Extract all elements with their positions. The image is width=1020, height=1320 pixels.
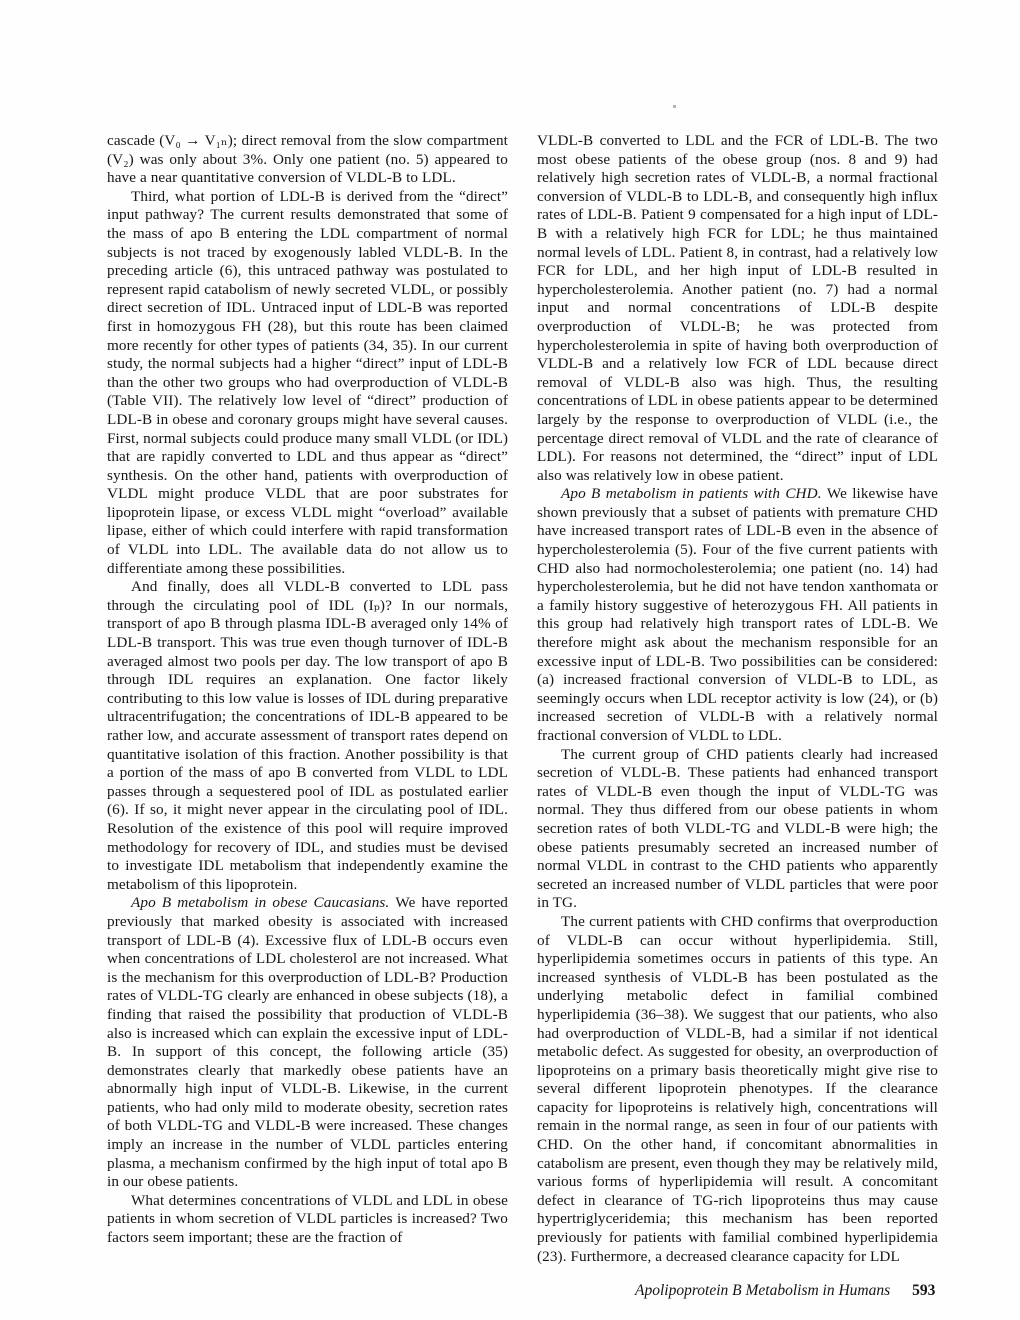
paragraph-text: And finally, does all VLDL-B converted to LDL pass through the circulating pool of IDL (Iₚ)? In our normals, transport of apo B through plasma IDL-B averaged only 14% of LDL-B transport. This was true even though turnover of IDL-B averaged almost two pools per day. The low transport of apo B through IDL requires an explanation. One factor likely contributing to this low value is losses of IDL during preparative ultracentrifugation; the concentrations of IDL-B appeared to be rather low, and accurate assessment of transport rates depend on quantitative isolation of this fraction. Another possibility is that a portion of the mass of apo B converted from VLDL to LDL passes through a sequestered pool of IDL as postulated earlier (6). If so, it might never appear in the circulating pool of IDL. Resolution of the existence of this pool will require improved methodology for recovery of IDL, and studies must be devised to investigate IDL metabolism that independently examine the metabolism of this lipoprotein. — [107, 578, 508, 893]
paragraph-text: We have reported previously that marked obesity is associated with increased transport of LDL-B (4). Excessive flux of LDL-B occurs even when concentrations of LDL cholesterol are not increased. What is the mechanism for this overproduction of LDL-B? Production rates of VLDL-TG clearly are enhanced in obese subjects (18), a finding that raised the possibility that production of VLDL-B also is increased which can explain the excessive input of LDL-B. In support of this concept, the following article (35) demonstrates clearly that markedly obese patients have an abnormally high input of VLDL-B. Likewise, in the current patients, who had only mild to moderate obesity, secretion rates of both VLDL-TG and VLDL-B were increased. These changes imply an increase in the number of VLDL particles entering plasma, a mechanism confirmed by the high input of total apo B in our obese patients. — [107, 894, 508, 1191]
paragraph-text: The current group of CHD patients clearly had increased secretion of VLDL-B. These patients had enhanced transport rates of VLDL-B even though the input of VLDL-TG was normal. They thus differed from our obese patients in whom secretion rates of both VLDL-TG and VLDL-B were high; the obese patients presumably secreted an increased number of normal VLDL in contrast to the CHD patients who apparently secreted an increased number of VLDL particles that were poor in TG. — [537, 745, 938, 912]
paragraph-text: What determines concentrations of VLDL and LDL in obese patients in whom secretion of VLDL particles is increased? Two factors seem important; these are the fraction of — [107, 1191, 508, 1247]
running-title: Apolipoprotein B Metabolism in Humans — [635, 1282, 891, 1299]
paragraph-text: The current patients with CHD confirms that overproduction of VLDL-B can occur without hyperlipidemia. Still, hyperlipidemia sometimes occurs in patients of this type. An increased synthesis of VLDL-B has been postulated as the underlying metabolic defect in familial combined hyperlipidemia (36–38). We suggest that our patients, who also had overproduction of VLDL-B, had a similar if not identical metabolic defect. As suggested for obesity, an overproduction of lipoproteins on a primary basis theoretically might give rise to several different lipoprotein phenotypes. If the clearance capacity for lipoproteins is relatively high, concentrations will remain in the normal range, as seen in four of our patients with CHD. On the other hand, if concomitant abnormalities in catabolism are present, even though they may be relatively mild, various forms of hyperlipidemia will result. A concomitant defect in clearance of TG-rich lipoproteins thus may cause hypertriglyceridemia; this mechanism has been reported previously for patients with familial combined hyperlipidemia (23). Furthermore, a decreased clearance capacity for LDL — [537, 912, 938, 1265]
left-column — [107, 132, 508, 1266]
left-paragraph-4 — [107, 894, 508, 1192]
paragraph-lead-italic: Apo B metabolism in obese Caucasians. — [131, 894, 396, 912]
left-paragraph-2 — [107, 188, 508, 578]
left-paragraph-5 — [107, 1192, 508, 1248]
paragraph-text: Third, what portion of LDL-B is derived from the “direct” input pathway? The current results demonstrated that some of the mass of apo B entering the LDL compartment of normal subjects is not traced by exogenously labled VLDL-B. In the preceding article (6), this untraced pathway was postulated to represent rapid catabolism of newly secreted VLDL, or possibly direct secretion of IDL. Untraced input of LDL-B was reported first in homozygous FH (28), but this route has been claimed more recently for other types of patients (34, 35). In our current study, the normal subjects had a higher “direct” input of LDL-B than the other two groups who had overproduction of VLDL-B (Table VII). The relatively low level of “direct” production of LDL-B in obese and coronary groups might have several causes. First, normal subjects could produce many small VLDL (or IDL) that are rapidly converted to LDL and thus appear as “direct” synthesis. On the other hand, patients with overproduction of VLDL might produce VLDL that are poor substrates for lipoprotein lipase, or excess VLDL might “overload” available lipase, either of which could interfere with rapid transformation of VLDL into LDL. The available data do not allow us to differentiate among these possibilities. — [107, 187, 508, 577]
right-column — [537, 132, 938, 1266]
paragraph-lead-italic: Apo B metabolism in patients with CHD. — [561, 485, 827, 503]
paragraph-text: cascade (V₀ → V₁ₙ); direct removal from the slow compartment (V₂) was only about 3%. Only one patient (no. 5) appeared to have a near quantitative conversion of VLDL-B to LDL. — [107, 132, 508, 187]
right-paragraph-1 — [537, 132, 938, 485]
scan-artifact — [673, 105, 676, 108]
paragraph-text: We likewise have shown previously that a subset of patients with premature CHD have increased transport rates of LDL-B even in the absence of hypercholesterolemia (5). Four of the five current patients with CHD also had normocholesterolemia; one patient (no. 14) had hypercholesterolemia, but he did not have tendon xanthomata or a family history suggestive of heterozygous FH. All patients in this group had relatively high transport rates of LDL-B. We therefore might ask about the mechanism responsible for an excessive input of LDL-B. Two possibilities can be considered: (a) increased fractional conversion of VLDL-B to LDL, as seemingly occurs when LDL receptor activity is low (24), or (b) increased secretion of VLDL-B with a relatively normal fractional conversion of VLDL to LDL. — [537, 485, 938, 744]
right-paragraph-4 — [537, 913, 938, 1266]
page-number: 593 — [912, 1282, 936, 1299]
left-paragraph-3 — [107, 578, 508, 894]
two-column-text-block — [107, 132, 938, 1266]
paragraph-text: VLDL-B converted to LDL and the FCR of LDL-B. The two most obese patients of the obese group (nos. 8 and 9) had relatively high secretion rates of VLDL-B, a normal fractional conversion of VLDL-B to LDL-B, and consequently high influx rates of LDL-B. Patient 9 compensated for a high input of LDL-B with a relatively high FCR for LDL; he thus maintained normal levels of LDL. Patient 8, in contrast, had a relatively low FCR for LDL, and her high input of LDL-B resulted in hypercholesterolemia. Another patient (no. 7) had a normal input and normal concentrations of LDL-B despite overproduction of VLDL-B; he was protected from hypercholesterolemia in spite of having both overproduction of VLDL-B and a relatively low FCR of LDL because direct removal of VLDL-B also was high. Thus, the resulting concentrations of LDL in obese patients appear to be determined largely by the response to overproduction of VLDL (i.e., the percentage direct removal of VLDL and the rate of clearance of LDL). For reasons not determined, the “direct” input of LDL also was relatively low in obese patient. — [537, 132, 938, 484]
left-paragraph-1 — [107, 132, 508, 188]
page-footer — [635, 1282, 935, 1300]
right-paragraph-2 — [537, 485, 938, 745]
right-paragraph-3 — [537, 746, 938, 913]
